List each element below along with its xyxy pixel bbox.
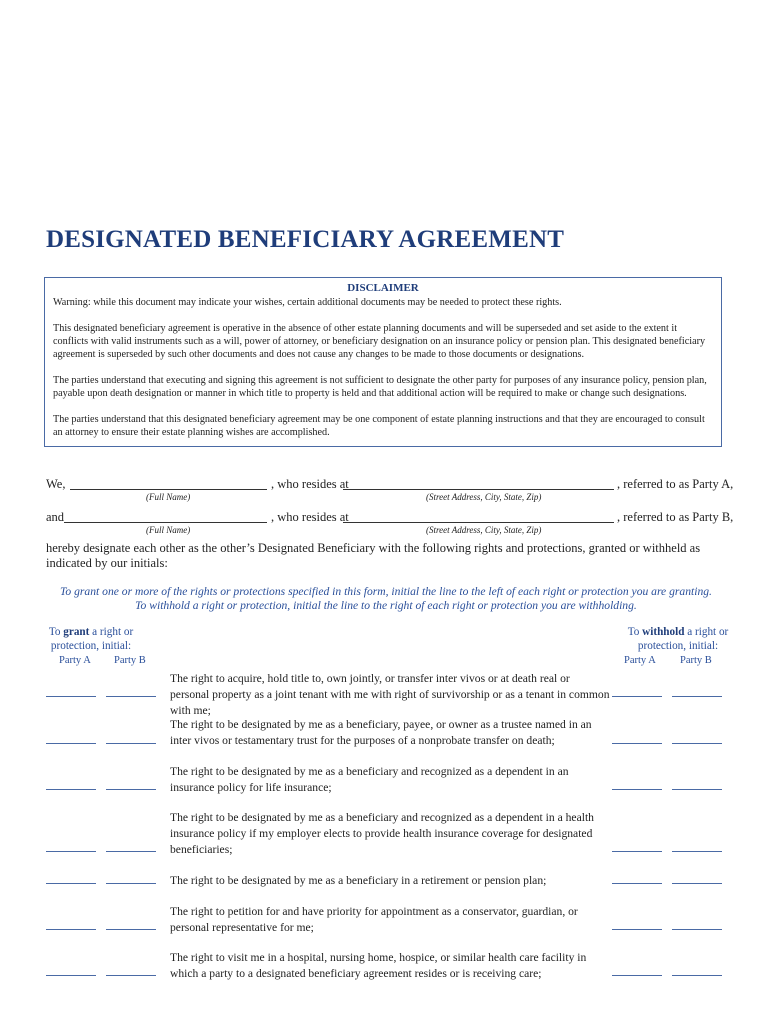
withhold-initial-party-b[interactable] [672,743,722,744]
party-a-address-caption: (Street Address, City, State, Zip) [426,492,542,502]
withhold-initial-party-a[interactable] [612,929,662,930]
party-a-suffix: , referred to as Party A, [617,477,734,491]
grant-initial-party-b[interactable] [106,929,156,930]
disclaimer-box [44,277,722,447]
withhold-initial-party-a[interactable] [612,789,662,790]
grant-initial-party-a[interactable] [46,929,96,930]
party-b-resides-label: , who resides at [271,510,349,524]
party-b-address-line[interactable] [343,522,614,523]
grant-initial-party-a[interactable] [46,789,96,790]
disclaimer-paragraph: The parties understand that this designated beneficiary agreement may be one component of estate planning instructions and that they are encouraged to consult an attorney to ensure their estate planning wishes are accomplished. [53,414,705,438]
withhold-initial-party-b[interactable] [672,851,722,852]
grant-instruction: To grant one or more of the rights or protections specified in this form, initial the line to the left of each right or protection you are granting. [60,585,712,598]
disclaimer-paragraph: This designated beneficiary agreement is operative in the absence of other estate planning documents and will be superseded and set aside to the extent it conflicts with valid instruments such as a will, power of attorney, or beneficiary designation on an insurance policy or pension plan. This designated beneficiary agreement is superseded by such other documents and does not cause any changes to be made to those documents or designations. [53,323,706,360]
disclaimer-heading: DISCLAIMER [347,282,419,294]
withhold-initial-party-b[interactable] [672,789,722,790]
grant-initial-party-a[interactable] [46,883,96,884]
grant-party-b-label: Party B [114,655,146,666]
party-b-prefix: and [46,510,65,524]
grant-initial-party-b[interactable] [106,696,156,697]
right-item: The right to be designated by me as a beneficiary and recognized as a dependent in a health insurance policy if my employer elects to provide health insurance coverage for designated beneficiaries; [170,811,594,856]
party-a-prefix: We, [46,477,66,491]
grant-initial-party-a[interactable] [46,743,96,744]
grant-initial-party-b[interactable] [106,743,156,744]
grant-initial-party-a[interactable] [46,975,96,976]
withhold-initial-party-b[interactable] [672,696,722,697]
withhold-initial-party-a[interactable] [612,975,662,976]
grant-initial-party-b[interactable] [106,789,156,790]
grant-initial-party-b[interactable] [106,883,156,884]
grant-keyword: grant [63,626,90,638]
right-item: The right to petition for and have priority for appointment as a conservator, guardian, or personal representative for me; [170,905,578,934]
right-item: The right to visit me in a hospital, nursing home, hospice, or similar health care facility in which a party to a designated beneficiary agreement resides or is receiving care; [170,951,587,980]
withhold-keyword: withhold [642,626,685,638]
withhold-initial-party-b[interactable] [672,883,722,884]
withhold-initial-party-a[interactable] [612,696,662,697]
withhold-party-a-label: Party A [624,655,656,666]
party-a-name-caption: (Full Name) [146,492,191,502]
withhold-initial-party-a[interactable] [612,883,662,884]
right-item: The right to be designated by me as a beneficiary and recognized as a dependent in an insurance policy for life insurance; [170,765,569,794]
right-item: The right to be designated by me as a beneficiary in a retirement or pension plan; [170,874,547,887]
party-a-resides-label: , who resides at [271,477,349,491]
right-item: The right to acquire, hold title to, own jointly, or transfer inter vivos or at death real or personal property as a joint tenant with me with right of survivorship or as a tenant in common with me; [170,672,610,717]
party-a-name-line[interactable] [70,489,267,490]
withhold-instruction: To withhold a right or protection, initial the line to the right of each right or protection you are withholding. [135,599,637,612]
disclaimer-warning: Warning: while this document may indicate your wishes, certain additional documents may be needed to protect these rights. [53,297,562,308]
grant-column-header: To grant a right or protection, initial: [48,626,134,652]
party-a-address-line[interactable] [343,489,614,490]
withhold-initial-party-a[interactable] [612,851,662,852]
grant-party-a-label: Party A [59,655,91,666]
party-b-name-caption: (Full Name) [146,525,191,535]
withhold-column-header: To withhold a right or protection, initial: [627,626,729,652]
withhold-initial-party-b[interactable] [672,929,722,930]
party-b-name-line[interactable] [64,522,267,523]
grant-initial-party-b[interactable] [106,851,156,852]
party-b-suffix: , referred to as Party B, [617,510,734,524]
grant-initial-party-a[interactable] [46,696,96,697]
grant-initial-party-b[interactable] [106,975,156,976]
withhold-initial-party-a[interactable] [612,743,662,744]
party-b-address-caption: (Street Address, City, State, Zip) [426,525,542,535]
designation-statement: hereby designate each other as the other’s Designated Beneficiary with the following rights and protections, granted or withheld as indicated by our initials: [46,541,701,570]
document-title: DESIGNATED BENEFICIARY AGREEMENT [46,226,565,253]
withhold-initial-party-b[interactable] [672,975,722,976]
right-item: The right to be designated by me as a beneficiary, payee, or owner as a trustee named in an inter vivos or testamentary trust for the purposes of a nonprobate transfer on death; [170,718,592,747]
withhold-party-b-label: Party B [680,655,712,666]
grant-initial-party-a[interactable] [46,851,96,852]
instructions [46,585,726,613]
disclaimer-paragraph: The parties understand that executing and signing this agreement is not sufficient to designate the other party for purposes of any insurance policy, pension plan, payable upon death designation or manner in which title to property is held and that additional action will be required to make or change such designations. [53,375,707,399]
